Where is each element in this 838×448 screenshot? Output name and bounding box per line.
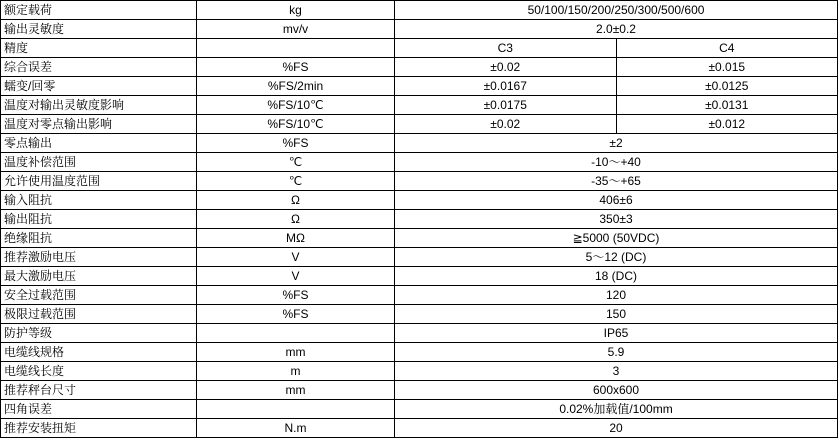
spec-unit-cell: %FS <box>197 286 395 305</box>
spec-value-c3-cell: ±0.0167 <box>395 77 617 96</box>
spec-unit-cell: N.m <box>197 419 395 438</box>
spec-unit-cell <box>197 324 395 343</box>
spec-unit-cell: %FS <box>197 305 395 324</box>
spec-unit-cell: mm <box>197 343 395 362</box>
spec-value-c4-cell: C4 <box>616 39 838 58</box>
spec-value-cell: ±2 <box>395 134 838 153</box>
table-row <box>1 96 838 115</box>
table-row <box>1 419 838 438</box>
spec-name-cell: 输出阻抗 <box>1 210 197 229</box>
table-row <box>1 39 838 58</box>
spec-value-cell: 5～12 (DC) <box>395 248 838 267</box>
spec-value-cell: -10～+40 <box>395 153 838 172</box>
spec-unit-cell: Ω <box>197 191 395 210</box>
spec-name-cell: 推荐激励电压 <box>1 248 197 267</box>
spec-name-cell: 电缆线规格 <box>1 343 197 362</box>
spec-value-c3-cell: C3 <box>395 39 617 58</box>
spec-unit-cell <box>197 400 395 419</box>
spec-value-cell: -35～+65 <box>395 172 838 191</box>
spec-value-cell: 2.0±0.2 <box>395 20 838 39</box>
table-row <box>1 1 838 20</box>
spec-name-cell: 额定载荷 <box>1 1 197 20</box>
spec-value-cell: 0.02%加载值/100mm <box>395 400 838 419</box>
spec-unit-cell: V <box>197 248 395 267</box>
spec-name-cell: 绝缘阻抗 <box>1 229 197 248</box>
spec-value-c4-cell: ±0.015 <box>616 58 838 77</box>
spec-value-cell: 5.9 <box>395 343 838 362</box>
spec-unit-cell: %FS <box>197 58 395 77</box>
table-row <box>1 134 838 153</box>
table-row <box>1 267 838 286</box>
spec-value-cell: 120 <box>395 286 838 305</box>
table-row <box>1 153 838 172</box>
spec-unit-cell: %FS/2min <box>197 77 395 96</box>
spec-name-cell: 电缆线长度 <box>1 362 197 381</box>
spec-name-cell: 推荐秤台尺寸 <box>1 381 197 400</box>
spec-unit-cell: mv/v <box>197 20 395 39</box>
spec-value-cell: 20 <box>395 419 838 438</box>
table-body <box>1 1 838 438</box>
spec-name-cell: 输出灵敏度 <box>1 20 197 39</box>
spec-unit-cell: %FS/10℃ <box>197 115 395 134</box>
spec-unit-cell: m <box>197 362 395 381</box>
spec-unit-cell: %FS <box>197 134 395 153</box>
spec-value-cell: 600x600 <box>395 381 838 400</box>
spec-value-cell: 3 <box>395 362 838 381</box>
spec-unit-cell: %FS/10℃ <box>197 96 395 115</box>
spec-value-c3-cell: ±0.0175 <box>395 96 617 115</box>
spec-value-c4-cell: ±0.012 <box>616 115 838 134</box>
table-row <box>1 343 838 362</box>
table-row <box>1 210 838 229</box>
spec-name-cell: 蠕变/回零 <box>1 77 197 96</box>
spec-value-cell: 350±3 <box>395 210 838 229</box>
table-row <box>1 20 838 39</box>
spec-name-cell: 零点输出 <box>1 134 197 153</box>
spec-name-cell: 极限过载范围 <box>1 305 197 324</box>
spec-unit-cell: ℃ <box>197 153 395 172</box>
spec-value-cell: 18 (DC) <box>395 267 838 286</box>
spec-value-cell: 406±6 <box>395 191 838 210</box>
spec-name-cell: 四角误差 <box>1 400 197 419</box>
table-row <box>1 191 838 210</box>
spec-name-cell: 输入阻抗 <box>1 191 197 210</box>
spec-name-cell: 温度补偿范围 <box>1 153 197 172</box>
spec-unit-cell: kg <box>197 1 395 20</box>
table-row <box>1 324 838 343</box>
spec-name-cell: 允许使用温度范围 <box>1 172 197 191</box>
table-row <box>1 77 838 96</box>
spec-name-cell: 最大激励电压 <box>1 267 197 286</box>
spec-name-cell: 防护等级 <box>1 324 197 343</box>
spec-value-c4-cell: ±0.0125 <box>616 77 838 96</box>
spec-value-cell: 150 <box>395 305 838 324</box>
table-row <box>1 305 838 324</box>
spec-name-cell: 温度对零点输出影响 <box>1 115 197 134</box>
table-row <box>1 362 838 381</box>
spec-unit-cell: ℃ <box>197 172 395 191</box>
spec-value-c4-cell: ±0.0131 <box>616 96 838 115</box>
spec-value-cell: ≧5000 (50VDC) <box>395 229 838 248</box>
spec-name-cell: 综合误差 <box>1 58 197 77</box>
spec-name-cell: 推荐安装扭矩 <box>1 419 197 438</box>
table-row <box>1 400 838 419</box>
spec-name-cell: 温度对输出灵敏度影响 <box>1 96 197 115</box>
table-row <box>1 58 838 77</box>
table-row <box>1 381 838 400</box>
spec-unit-cell: mm <box>197 381 395 400</box>
spec-name-cell: 安全过载范围 <box>1 286 197 305</box>
spec-unit-cell: V <box>197 267 395 286</box>
spec-name-cell: 精度 <box>1 39 197 58</box>
spec-value-c3-cell: ±0.02 <box>395 58 617 77</box>
table-row <box>1 115 838 134</box>
table-row <box>1 172 838 191</box>
spec-unit-cell <box>197 39 395 58</box>
spec-value-c3-cell: ±0.02 <box>395 115 617 134</box>
table-row <box>1 248 838 267</box>
table-row <box>1 229 838 248</box>
spec-value-cell: 50/100/150/200/250/300/500/600 <box>395 1 838 20</box>
spec-value-cell: IP65 <box>395 324 838 343</box>
spec-unit-cell: Ω <box>197 210 395 229</box>
spec-unit-cell: MΩ <box>197 229 395 248</box>
table-row <box>1 286 838 305</box>
